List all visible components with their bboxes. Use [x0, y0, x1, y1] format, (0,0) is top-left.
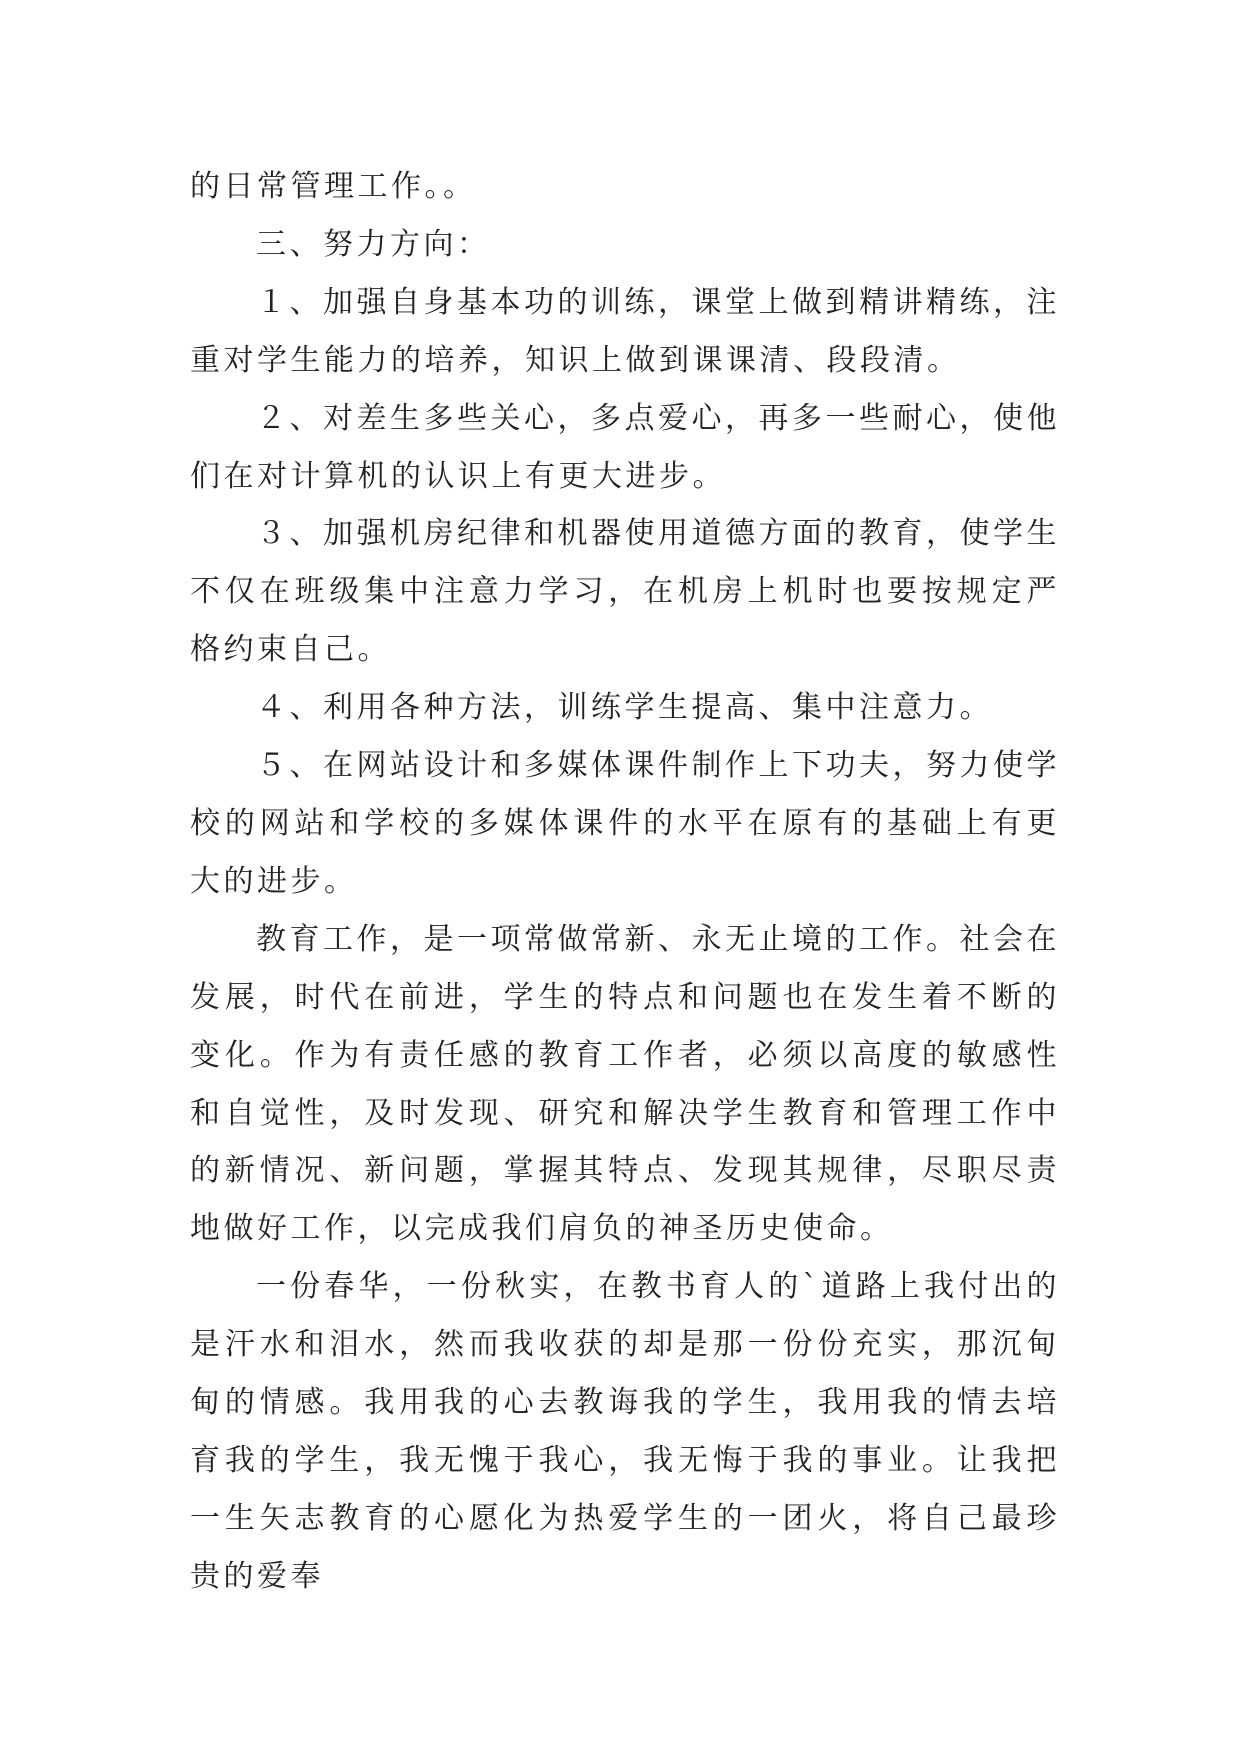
document-body: [190, 158, 1060, 1606]
section-heading: 三、努力方向：: [256, 226, 491, 262]
list-item-4: ４、利用各种方法，训练学生提高、集中注意力。: [256, 690, 993, 726]
list-item-3: ３、加强机房纪律和机器使用道德方面的教育，使学生不仅在班级集中注意力学习，在机房上机时也要按规定严格约束自己。: [190, 516, 1060, 668]
paragraph-continuation: 的日常管理工作。。: [190, 169, 477, 204]
list-item-1: １、加强自身基本功的训练，课堂上做到精讲精练，注重对学生能力的培养，知识上做到课课清、段段清。: [190, 284, 1060, 378]
list-item-2: ２、对差生多些关心，多点爱心，再多一些耐心，使他们在对计算机的认识上有更大进步。: [190, 400, 1060, 494]
body-paragraph: 教育工作，是一项常做常新、永无止境的工作。社会在发展，时代在前进，学生的特点和问题也在发生着不断的变化。作为有责任感的教育工作者，必须以高度的敏感性和自觉性，及时发现、研究和解决学生教育和管理工作中的新情况、新问题，掌握其特点、发现其规律，尽职尽责地做好工作，以完成我们肩负的神圣历史使命。: [190, 921, 1060, 1247]
list-item-5: ５、在网站设计和多媒体课件制作上下功夫，努力使学校的网站和学校的多媒体课件的水平在原有的基础上有更大的进步。: [190, 748, 1060, 899]
body-paragraph: 一份春华，一份秋实，在教书育人的`道路上我付出的是汗水和泪水，然而我收获的却是那一份份充实，那沉甸甸的情感。我用我的心去教诲我的学生，我用我的情去培育我的学生，我无愧于我心，我无悔于我的事业。让我把一生矢志教育的心愿化为热爱学生的一团火，将自己最珍贵的爱奉: [190, 1269, 1060, 1594]
